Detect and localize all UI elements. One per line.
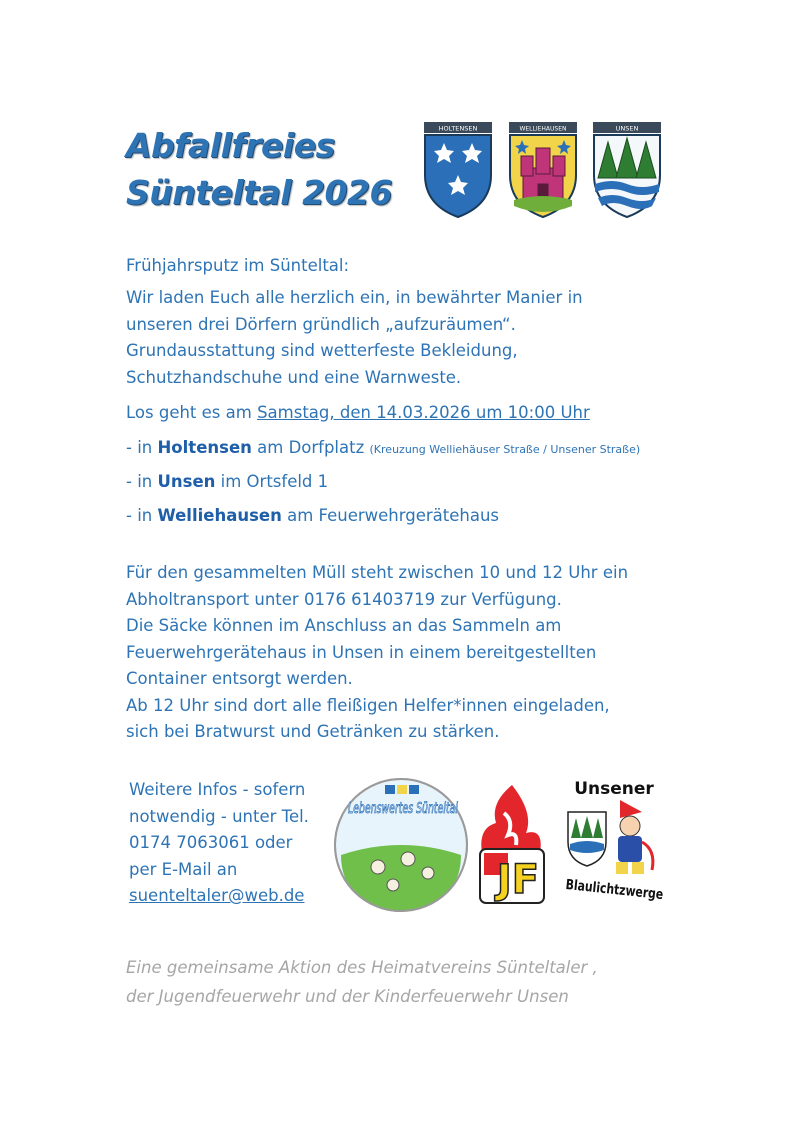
details-line: Container entsorgt werden. — [126, 669, 353, 688]
email-link[interactable]: suenteltaler@web.de — [129, 886, 305, 905]
start-prefix: Los geht es am — [126, 403, 258, 422]
location-prefix: - in — [126, 438, 158, 457]
title-line-2: Sünteltal 2026 — [126, 173, 392, 212]
blaulichtzwerge-logo — [562, 772, 693, 912]
location-place: am Feuerwehrgerätehaus — [281, 506, 500, 525]
crest-label-unsen: UNSEN — [615, 124, 639, 133]
lebenswertes-suenteltal-logo — [333, 775, 469, 915]
jf-text: JF — [496, 857, 540, 903]
info-line: per E-Mail an — [129, 859, 238, 879]
unsener-text: Unsener — [574, 779, 654, 799]
holtensen-crest — [424, 122, 492, 217]
details-line: Für den gesammelten Müll steht zwischen 10 und 12 Uhr ein — [126, 563, 629, 582]
location-place: am Dorfplatz — [251, 438, 370, 457]
unsen-crest — [593, 122, 661, 217]
jugendfeuerwehr-logo — [474, 783, 550, 907]
details-paragraph — [126, 560, 628, 746]
tree-icon — [571, 816, 603, 838]
details-line: Die Säcke können im Anschluss an das Sammeln am — [126, 616, 562, 635]
info-line: 0174 7063061 oder — [129, 833, 293, 852]
page-title — [126, 122, 392, 216]
location-welliehausen — [126, 503, 499, 530]
footer-line: Eine gemeinsame Aktion des Heimatvereins Sünteltaler , — [126, 958, 598, 977]
details-line: Ab 12 Uhr sind dort alle fleißigen Helfer*innen eingeladen, — [126, 695, 610, 715]
invite-line: unseren drei Dörfern gründlich „aufzuräumen“. — [126, 314, 516, 334]
welliehausen-crest — [509, 122, 577, 217]
village-crests — [422, 120, 664, 220]
crest-label-holtensen: HOLTENSEN — [438, 124, 478, 133]
details-line: Feuerwehrgerätehaus in Unsen in einem bereitgestellten — [126, 642, 597, 662]
logo-text: Lebenswertes Sünteltal — [348, 799, 459, 817]
contact-info — [129, 777, 309, 910]
title-line-1: Abfallfreies — [126, 126, 335, 165]
location-note: (Kreuzung Welliehäuser Straße / Unsener Straße) — [369, 443, 641, 456]
location-prefix: - in — [126, 472, 158, 491]
location-village: Welliehausen — [157, 506, 282, 525]
footer-note — [126, 953, 598, 1011]
info-line: Weitere Infos - sofern — [129, 780, 306, 799]
details-line: sich bei Bratwurst und Getränken zu stärken. — [126, 722, 500, 741]
details-line: Abholtransport unter 0176 61403719 zur Verfügung. — [126, 589, 562, 609]
location-unsen — [126, 469, 328, 496]
info-line: notwendig - unter Tel. — [129, 806, 309, 826]
location-village: Unsen — [157, 472, 216, 491]
invite-line: Grundausstattung sind wetterfeste Bekleidung, — [126, 341, 518, 360]
castle-icon — [521, 148, 565, 204]
invite-line: Wir laden Euch alle herzlich ein, in bewährter Manier in — [126, 288, 583, 307]
footer-line: der Jugendfeuerwehr und der Kinderfeuerwehr Unsen — [126, 987, 569, 1006]
invite-paragraph — [126, 285, 583, 391]
start-date: Samstag, den 14.03.2026 um 10:00 Uhr — [257, 403, 590, 422]
location-holtensen — [126, 435, 640, 464]
location-prefix: - in — [126, 506, 158, 525]
crest-label-welliehausen: WELLIEHAUSEN — [519, 125, 567, 133]
invite-line: Schutzhandschuhe und eine Warnweste. — [126, 367, 462, 387]
location-place: im Ortsfeld 1 — [215, 472, 329, 491]
blaulichtzwerge-text: Blaulichtzwerge — [564, 876, 693, 907]
start-line — [126, 400, 590, 427]
intro-text: Frühjahrsputz im Sünteltal: — [126, 256, 350, 275]
location-village: Holtensen — [157, 438, 252, 457]
